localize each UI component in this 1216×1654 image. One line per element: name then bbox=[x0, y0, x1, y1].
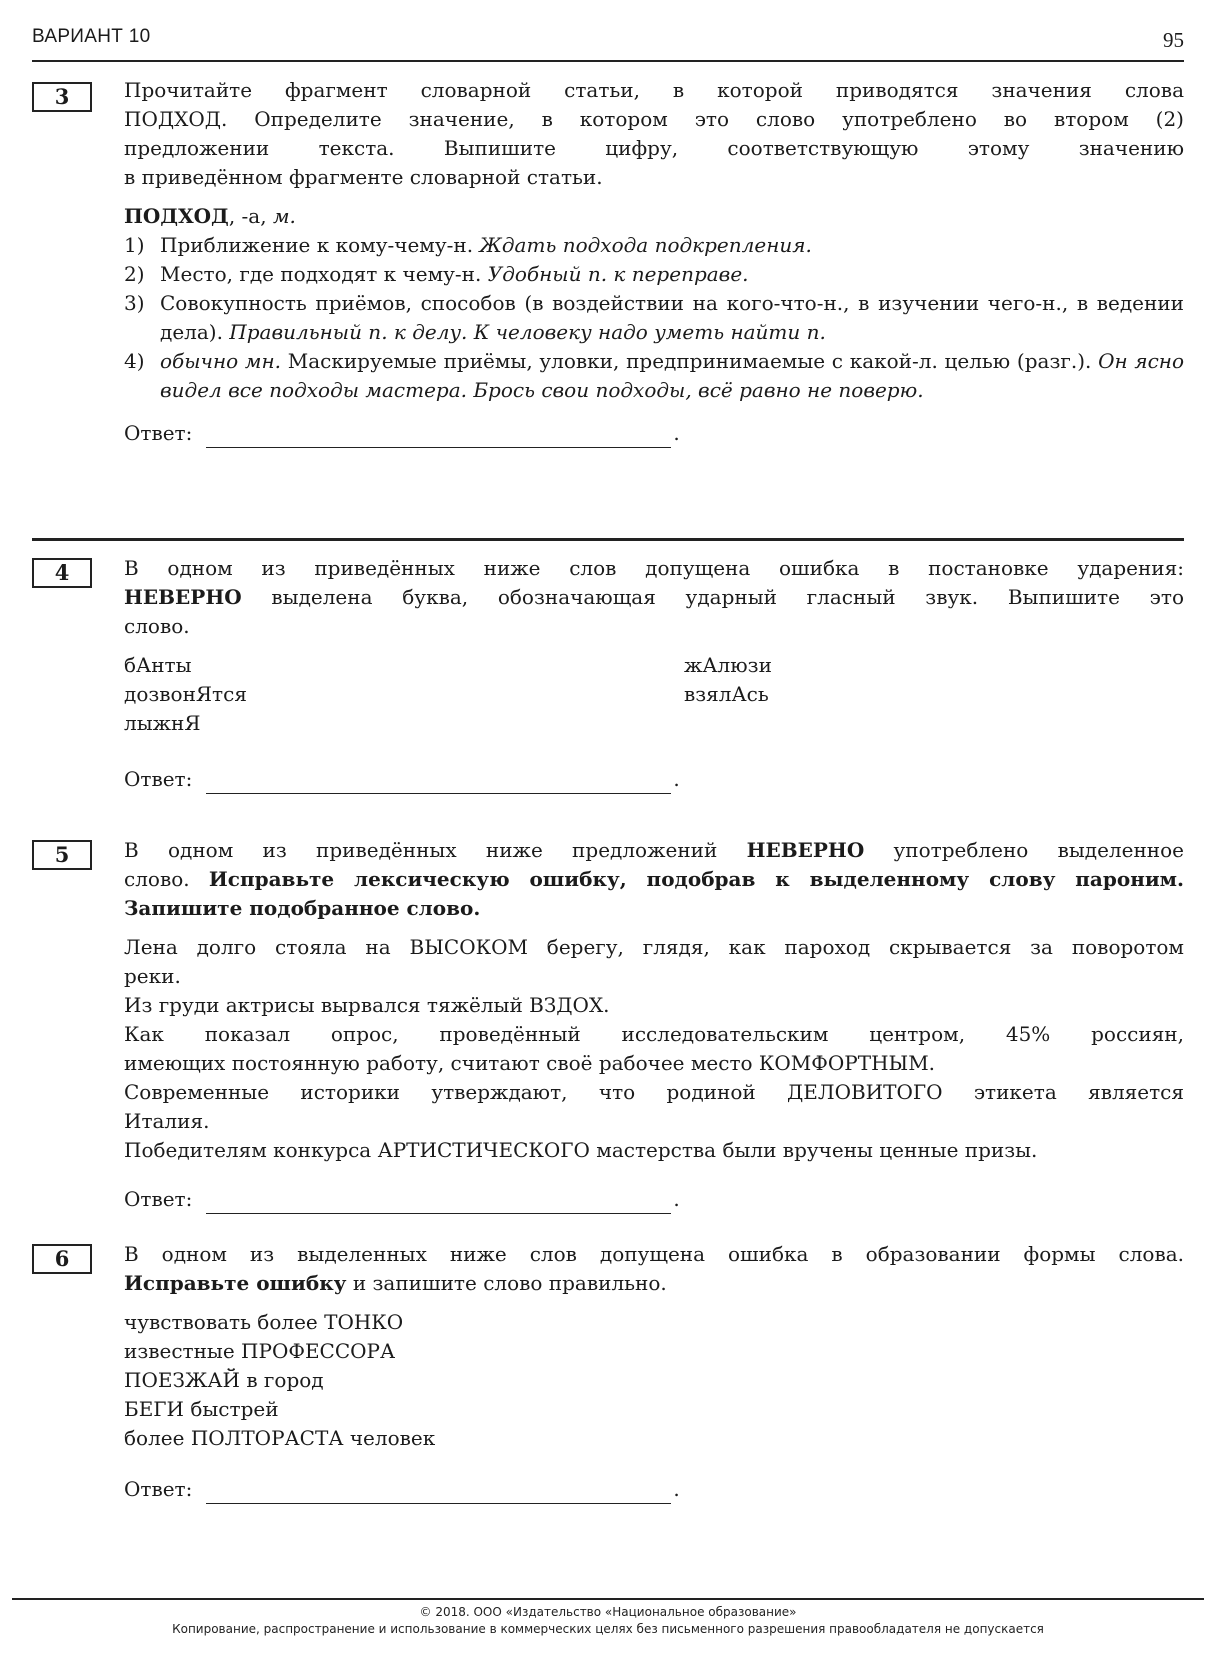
instruction-bold: Запишите подобранное слово. bbox=[124, 896, 481, 920]
definition-text: Маскируемые приёмы, уловки, предпринимаемые с какой-л. целью (разг.). bbox=[281, 349, 1099, 373]
definition-example: Удобный п. к переправе. bbox=[487, 262, 749, 286]
footer-divider bbox=[12, 1598, 1204, 1600]
definition-number: 2) bbox=[124, 262, 145, 286]
answer-line[interactable] bbox=[206, 1481, 671, 1504]
instruction-line bbox=[124, 583, 1184, 612]
sentence-line: Из груди актрисы вырвался тяжёлый ВЗДОХ. bbox=[124, 993, 610, 1017]
sentence-line: Как показал опрос, проведённый исследовательским центром, 45% россиян, bbox=[124, 1022, 1184, 1046]
page-header bbox=[32, 20, 1184, 62]
phrase-item: чувствовать более ТОНКО bbox=[124, 1310, 404, 1334]
footer-notice: Копирование, распространение и использование в коммерческих целях без письменного разрешения правообладателя не допускается bbox=[172, 1622, 1044, 1636]
task-number-box: 6 bbox=[32, 1244, 92, 1274]
instruction-line: ПОДХОД. Определите значение, в котором это слово употреблено во втором (2) bbox=[124, 107, 1184, 131]
grammar-note: , -а, bbox=[228, 204, 273, 228]
task-body bbox=[124, 1240, 1184, 1504]
definition-example: Он ясно видел все подходы мастера. Брось свои подходы, всё равно не поверю. bbox=[160, 349, 1184, 402]
answer-label: Ответ: bbox=[124, 421, 193, 445]
emphasis-word: НЕВЕРНО bbox=[124, 585, 242, 609]
instruction-line: предложении текста. Выпишите цифру, соответствующую этому значению bbox=[124, 136, 1184, 160]
answer-period: . bbox=[673, 1477, 680, 1501]
sentence-list bbox=[124, 933, 1184, 1165]
phrase-item: известные ПРОФЕССОРА bbox=[124, 1339, 396, 1363]
instruction-line: слово. bbox=[124, 614, 190, 638]
word-list bbox=[124, 651, 1184, 747]
instruction-text: и запишите слово правильно. bbox=[346, 1271, 667, 1295]
phrase-item: ПОЕЗЖАЙ в город bbox=[124, 1368, 324, 1392]
instruction-line: в приведённом фрагменте словарной статьи. bbox=[124, 165, 603, 189]
sentence-line: Италия. bbox=[124, 1109, 210, 1133]
answer-row bbox=[124, 1185, 1184, 1214]
word-item: жАлюзи bbox=[684, 653, 772, 677]
answer-row bbox=[124, 1475, 1184, 1504]
task-body bbox=[124, 836, 1184, 1214]
instruction-line: Прочитайте фрагмент словарной статьи, в которой приводятся значения слова bbox=[124, 78, 1184, 102]
instruction-line bbox=[124, 865, 1184, 894]
definition-number: 3) bbox=[124, 291, 145, 315]
task-body bbox=[124, 76, 1184, 448]
instruction-text: употреблено выделенное bbox=[864, 838, 1185, 862]
instruction-text: В одном из приведённых ниже предложений bbox=[124, 838, 747, 862]
usage-note: обычно мн. bbox=[160, 349, 282, 373]
task-number-box: 3 bbox=[32, 82, 92, 112]
footer-copyright: © 2018. ООО «Издательство «Национальное образование» bbox=[419, 1605, 797, 1619]
word-column-left bbox=[124, 651, 247, 738]
emphasis-word: НЕВЕРНО bbox=[746, 838, 865, 862]
section-divider bbox=[32, 538, 1184, 541]
instruction-bold: Исправьте лексическую ошибку, подобрав к выделенному слову пароним. bbox=[208, 867, 1185, 891]
instruction-line bbox=[124, 894, 1184, 923]
definition-number: 1) bbox=[124, 233, 145, 257]
task-body bbox=[124, 554, 1184, 794]
phrase-item: более ПОЛТОРАСТА человек bbox=[124, 1426, 436, 1450]
definition-1 bbox=[124, 231, 1184, 260]
task-number-box: 5 bbox=[32, 840, 92, 870]
answer-label: Ответ: bbox=[124, 767, 193, 791]
instruction-text: выделена буква, обозначающая ударный гласный звук. Выпишите это bbox=[241, 585, 1184, 609]
word-item: взялАсь bbox=[684, 682, 769, 706]
definition-number: 4) bbox=[124, 349, 145, 373]
phrase-list bbox=[124, 1308, 1184, 1453]
definition-2 bbox=[124, 260, 1184, 289]
definition-example: Ждать подхода подкрепления. bbox=[479, 233, 812, 257]
definition-text: Место, где подходят к чему-н. bbox=[160, 262, 488, 286]
answer-line[interactable] bbox=[206, 425, 671, 448]
sentence-line: реки. bbox=[124, 964, 181, 988]
sentence-line: имеющих постоянную работу, считают своё рабочее место КОМФОРТНЫМ. bbox=[124, 1051, 936, 1075]
word-column-right bbox=[684, 651, 772, 709]
definition-4 bbox=[124, 347, 1184, 405]
answer-period: . bbox=[673, 421, 680, 445]
definition-3 bbox=[124, 289, 1184, 347]
sentence-line: Лена долго стояла на ВЫСОКОМ берегу, глядя, как пароход скрывается за поворотом bbox=[124, 935, 1184, 959]
answer-line[interactable] bbox=[206, 771, 671, 794]
dictionary-entry bbox=[124, 202, 1184, 405]
instruction-bold: Исправьте ошибку bbox=[124, 1271, 347, 1295]
sentence-line: Победителям конкурса АРТИСТИЧЕСКОГО мастерства были вручены ценные призы. bbox=[124, 1138, 1038, 1162]
word-item: дозвонЯтся bbox=[124, 682, 247, 706]
variant-title: ВАРИАНТ 10 bbox=[32, 26, 151, 47]
definition-example: Правильный п. к делу. К человеку надо уметь найти п. bbox=[229, 320, 826, 344]
definition-text: Совокупность приёмов, способов (в воздействии на кого-что-н., в изучении чего-н., в ведении дела). bbox=[160, 291, 1184, 344]
instruction-text: слово. bbox=[124, 867, 209, 891]
instruction-line bbox=[124, 836, 1184, 865]
answer-period: . bbox=[673, 1187, 680, 1211]
gender-note: м. bbox=[272, 204, 296, 228]
answer-label: Ответ: bbox=[124, 1477, 193, 1501]
page-number: 95 bbox=[1163, 28, 1184, 52]
sentence-line: Современные историки утверждают, что родиной ДЕЛОВИТОГО этикета является bbox=[124, 1080, 1184, 1104]
word-item: бАнты bbox=[124, 653, 192, 677]
answer-row bbox=[124, 419, 1184, 448]
answer-label: Ответ: bbox=[124, 1187, 193, 1211]
word-item: лыжнЯ bbox=[124, 711, 201, 735]
instruction-line: В одном из выделенных ниже слов допущена ошибка в образовании формы слова. bbox=[124, 1242, 1184, 1266]
task-number-box: 4 bbox=[32, 558, 92, 588]
answer-row bbox=[124, 765, 1184, 794]
instruction-line bbox=[124, 1269, 1184, 1298]
headword: ПОДХОД bbox=[124, 204, 229, 228]
answer-period: . bbox=[673, 767, 680, 791]
phrase-item: БЕГИ быстрей bbox=[124, 1397, 279, 1421]
answer-line[interactable] bbox=[206, 1191, 671, 1214]
definition-text: Приближение к кому-чему-н. bbox=[160, 233, 480, 257]
instruction-line: В одном из приведённых ниже слов допущена ошибка в постановке ударения: bbox=[124, 556, 1184, 580]
entry-head bbox=[124, 202, 1184, 231]
